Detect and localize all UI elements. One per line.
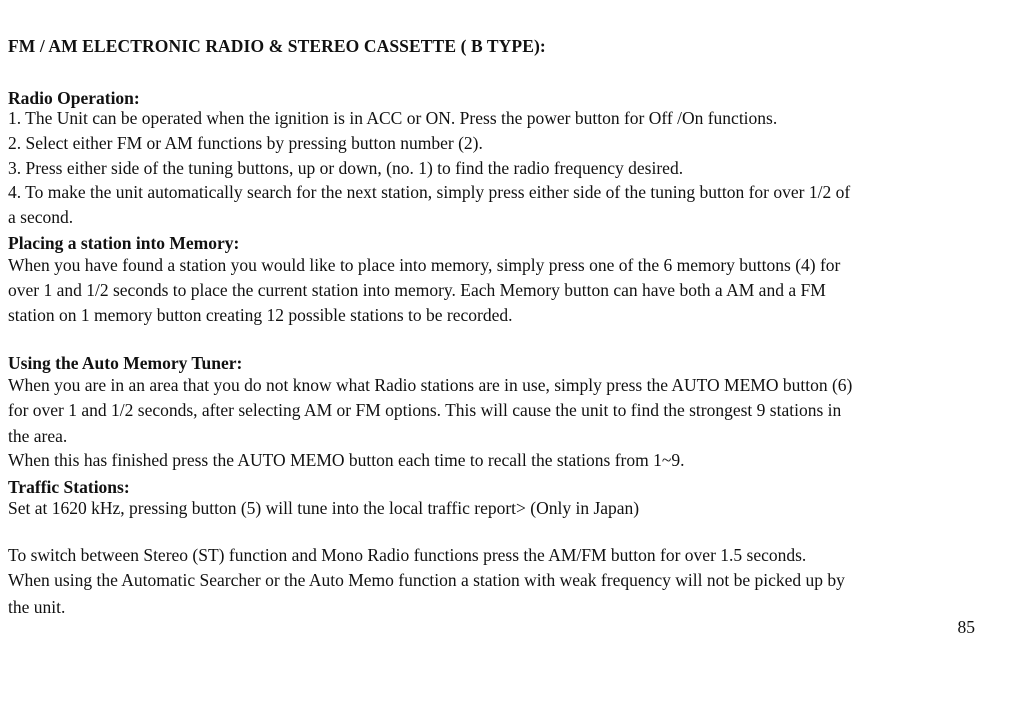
manual-page (8, 0, 993, 720)
radio-operation-step-4-continued: a second. (8, 207, 74, 227)
auto-memory-paragraph-line-4: When this has finished press the AUTO MEMO button each time to recall the stations from 1~9. (8, 450, 685, 470)
stereo-mono-line-1: To switch between Stereo (ST) function and Mono Radio functions press the AM/FM button for over 1.5 seconds. (8, 545, 807, 565)
stereo-mono-line-3: the unit. (8, 597, 66, 617)
auto-memory-paragraph-line-1: When you are in an area that you do not know what Radio stations are in use, simply press the AUTO MEMO button (6) (8, 375, 853, 395)
radio-operation-step-3: 3. Press either side of the tuning buttons, up or down, (no. 1) to find the radio frequency desired. (8, 158, 684, 178)
radio-operation-step-2: 2. Select either FM or AM functions by pressing button number (2). (8, 133, 483, 153)
page-number: 85 (957, 617, 975, 637)
memory-paragraph-line-3: station on 1 memory button creating 12 possible stations to be recorded. (8, 305, 513, 325)
page-title: FM / AM ELECTRONIC RADIO & STEREO CASSETTE ( B TYPE): (8, 36, 546, 56)
auto-memory-heading: Using the Auto Memory Tuner: (8, 353, 243, 373)
memory-paragraph-line-1: When you have found a station you would like to place into memory, simply press one of the 6 memory buttons (4) for (8, 255, 841, 275)
stereo-mono-line-2: When using the Automatic Searcher or the Auto Memo function a station with weak frequency will not be picked up by (8, 570, 845, 590)
auto-memory-paragraph-line-2: for over 1 and 1/2 seconds, after selecting AM or FM options. This will cause the unit to find the strongest 9 stations in (8, 400, 842, 420)
radio-operation-step-4: 4. To make the unit automatically search for the next station, simply press either side of the tuning button for over 1/2 of (8, 182, 851, 202)
radio-operation-step-1: 1. The Unit can be operated when the ignition is in ACC or ON. Press the power button for Off /On functions. (8, 108, 778, 128)
traffic-paragraph: Set at 1620 kHz, pressing button (5) will tune into the local traffic report> (Only in Japan) (8, 498, 640, 518)
traffic-heading: Traffic Stations: (8, 477, 130, 497)
memory-heading: Placing a station into Memory: (8, 233, 240, 253)
memory-paragraph-line-2: over 1 and 1/2 seconds to place the current station into memory. Each Memory button can have both a AM and a FM (8, 280, 826, 300)
radio-operation-heading: Radio Operation: (8, 88, 140, 108)
auto-memory-paragraph-line-3: the area. (8, 426, 68, 446)
